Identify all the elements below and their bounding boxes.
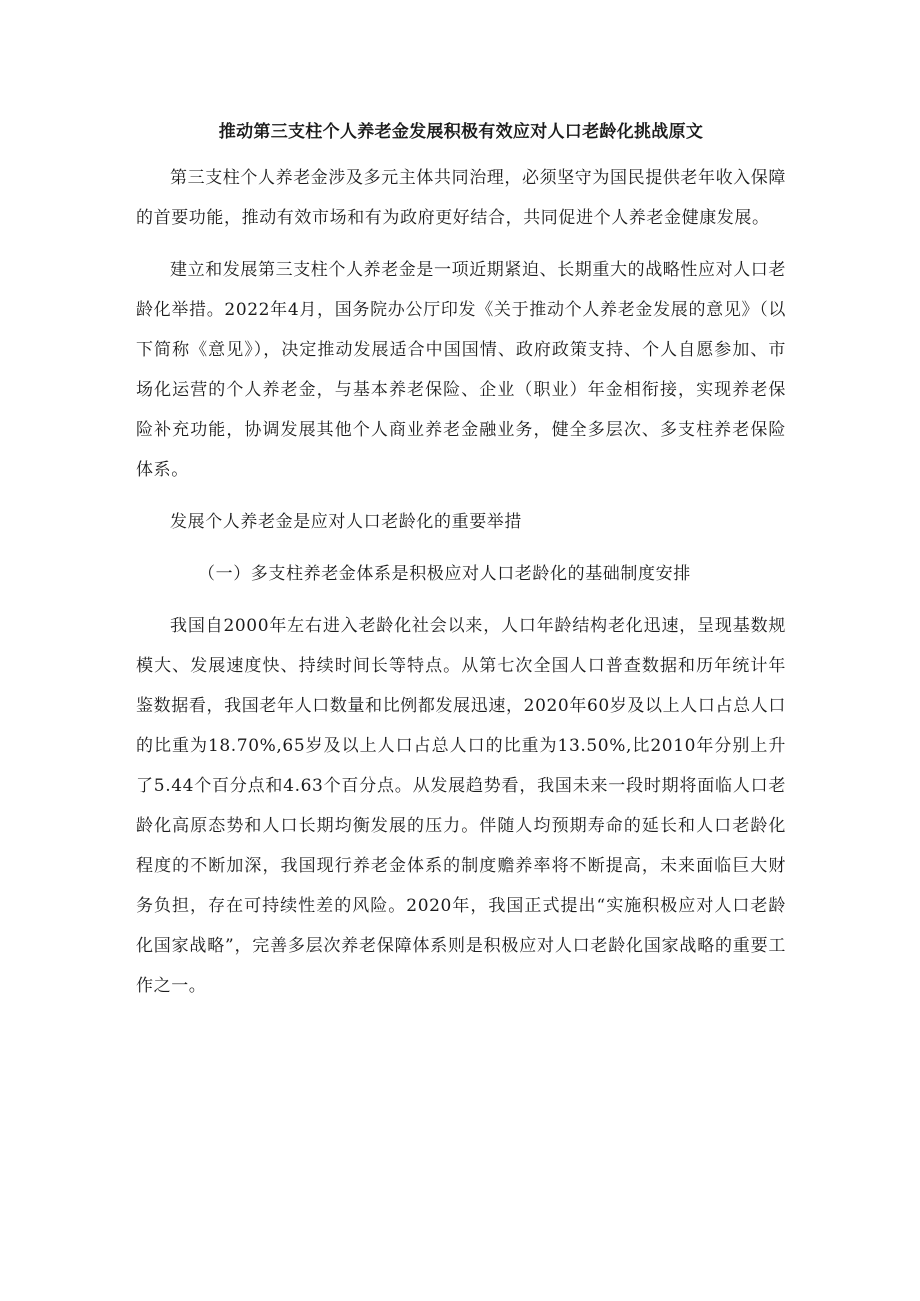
paragraph-background: 建立和发展第三支柱个人养老金是一项近期紧迫、长期重大的战略性应对人口老龄化举措。2022年4月，国务院办公厅印发《关于推动个人养老金发展的意见》（以下简称《意见》），决定推动发展适合中国国情、政府政策支持、个人自愿参加、市场化运营的个人养老金，与基本养老保险、企业（职业）年金相衔接，实现养老保险补充功能，协调发展其他个人商业养老金融业务，健全多层次、多支柱养老保险体系。 xyxy=(136,260,786,480)
paragraph-intro: 第三支柱个人养老金涉及多元主体共同治理，必须坚守为国民提供老年收入保障的首要功能，推动有效市场和有为政府更好结合，共同促进个人养老金健康发展。 xyxy=(136,168,786,228)
document-content xyxy=(136,118,786,1018)
subsection-heading: （一）多支柱养老金体系是积极应对人口老龄化的基础制度安排 xyxy=(198,564,691,584)
section-heading: 发展个人养老金是应对人口老龄化的重要举措 xyxy=(170,512,522,532)
document-title: 推动第三支柱个人养老金发展积极有效应对人口老龄化挑战原文 xyxy=(218,122,704,142)
paragraph-body: 我国自2000年左右进入老龄化社会以来，人口年龄结构老化迅速，呈现基数规模大、发展速度快、持续时间长等特点。从第七次全国人口普查数据和历年统计年鉴数据看，我国老年人口数量和比例都发展迅速，2020年60岁及以上人口占总人口的比重为18.70%,65岁及以上人口占总人口的比重为13.50%,比2010年分别上升了5.44个百分点和4.63个百分点。从发展趋势看，我国未来一段时期将面临人口老龄化高原态势和人口长期均衡发展的压力。伴随人均预期寿命的延长和人口老龄化程度的不断加深，我国现行养老金体系的制度赡养率将不断提高，未来面临巨大财务负担，存在可持续性差的风险。2020年，我国正式提出“实施积极应对人口老龄化国家战略”，完善多层次养老保障体系则是积极应对人口老龄化国家战略的重要工作之一。 xyxy=(136,616,786,996)
